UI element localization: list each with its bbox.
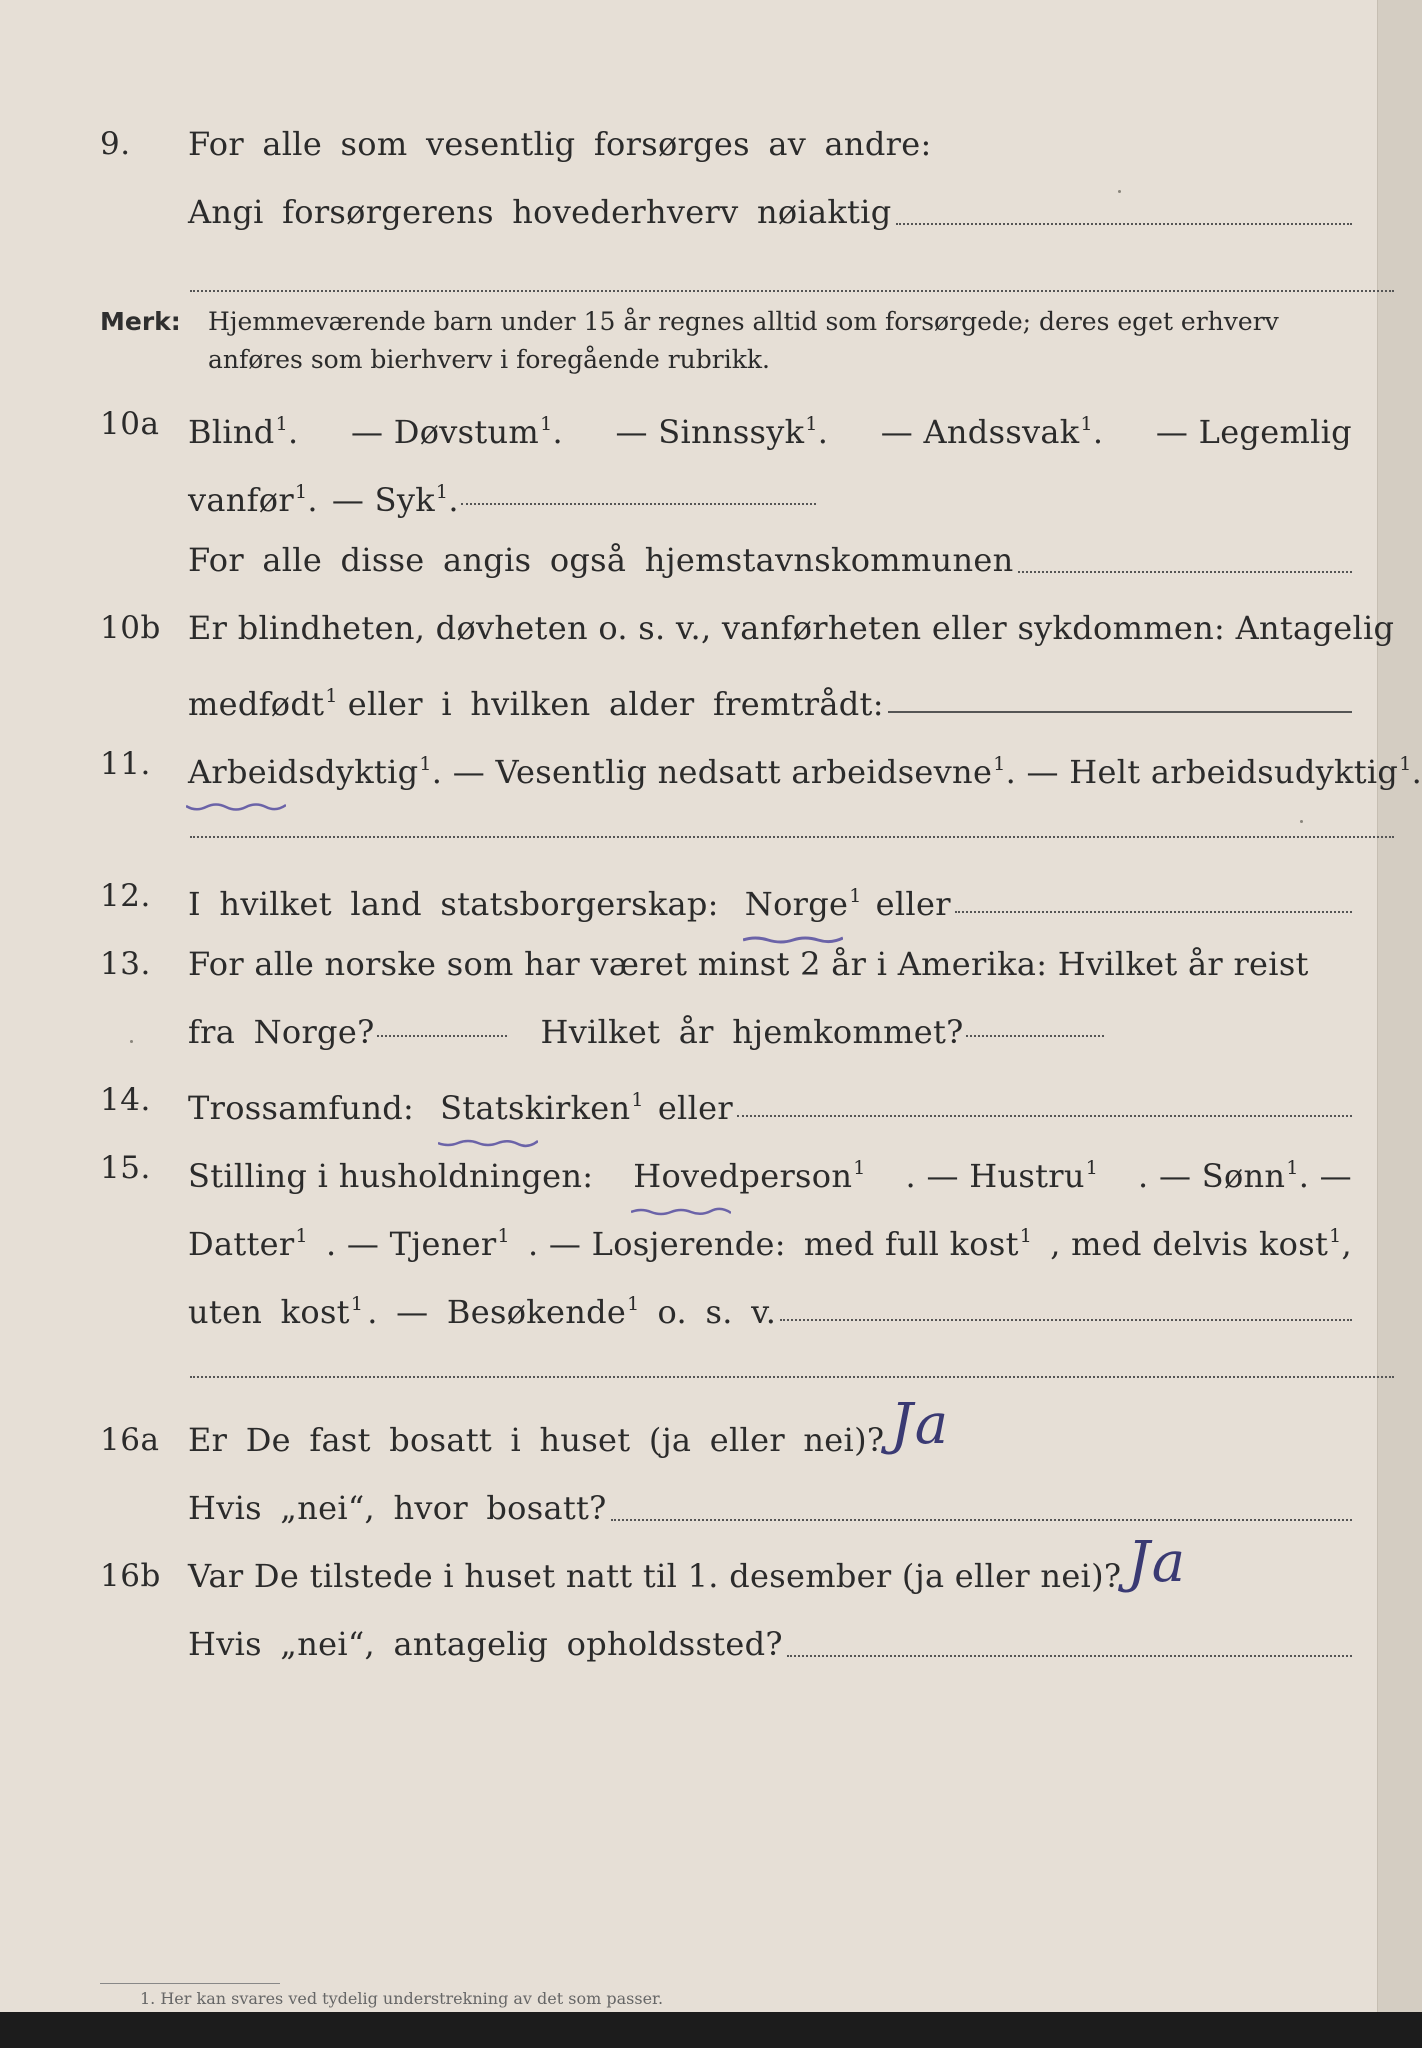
option-blind[interactable]: Blind$^1$. bbox=[188, 413, 299, 451]
option-tjener[interactable]: . — Tjener$^1$ bbox=[325, 1225, 510, 1263]
option-statskirken-underlined[interactable]: Statskirken$^1$ bbox=[440, 1070, 644, 1138]
footnote: 1. Her kan svares ved tydelig understrekning av det som passer. bbox=[140, 1989, 664, 2008]
item-text: Er blindheten, døvheten o. s. v., vanførheten eller sykdommen: Antagelig bbox=[188, 609, 1395, 647]
item-number: 11. bbox=[100, 746, 151, 782]
item-16a-line2 bbox=[0, 1478, 1380, 1538]
option-besokende[interactable]: . — Besøkende$^1$ bbox=[367, 1293, 640, 1331]
option-arbeidsdyktig-underlined[interactable]: Arbeidsdyktig$^1$ bbox=[188, 734, 432, 802]
item-10a-line2 bbox=[0, 462, 1380, 522]
option-full-kost[interactable]: med full kost$^1$ bbox=[803, 1225, 1033, 1263]
item-text: Hvis „nei“, antagelig opholdssted? bbox=[188, 1625, 783, 1663]
item-12-line1 bbox=[0, 866, 1380, 926]
option-hustru[interactable]: . — Hustru$^1$ bbox=[905, 1157, 1099, 1195]
item-number: 16a bbox=[100, 1422, 160, 1458]
answer-line[interactable] bbox=[1018, 571, 1352, 573]
answer-line[interactable] bbox=[966, 1035, 1104, 1037]
option-norge-underlined[interactable]: Norge$^1$ bbox=[745, 866, 862, 934]
paper-speck bbox=[130, 1040, 133, 1043]
option-delvis-kost[interactable]: , med delvis kost$^1$, bbox=[1050, 1225, 1352, 1263]
item-text: Angi forsørgerens hovederhverv nøiaktig bbox=[188, 193, 892, 231]
item-text: For alle disse angis også hjemstavnskommunen bbox=[188, 541, 1014, 579]
option-datter[interactable]: Datter$^1$ bbox=[188, 1225, 308, 1263]
item-number: 15. bbox=[100, 1150, 151, 1186]
option-sinnssyk[interactable]: — Sinnssyk$^1$. bbox=[615, 413, 829, 451]
item-10b-line2 bbox=[0, 666, 1380, 726]
option-andssvak[interactable]: — Andssvak$^1$. bbox=[880, 413, 1104, 451]
answer-line[interactable] bbox=[955, 911, 1352, 913]
item-9-line1 bbox=[0, 114, 1380, 174]
merk-text-line2 bbox=[208, 338, 1394, 382]
item-number: 12. bbox=[100, 878, 151, 914]
item-text: I hvilket land statsborgerskap: bbox=[188, 885, 719, 923]
answer-line[interactable] bbox=[737, 1115, 1352, 1117]
item-number: 10b bbox=[100, 610, 161, 646]
item-number: 16b bbox=[100, 1558, 161, 1594]
option-uten-kost[interactable]: uten kost$^1$ bbox=[188, 1293, 364, 1331]
answer-line[interactable] bbox=[896, 223, 1353, 225]
option-hovedperson-underlined[interactable]: Hovedperson$^1$ bbox=[633, 1138, 865, 1206]
handwritten-answer[interactable]: Ja bbox=[1127, 1530, 1188, 1595]
answer-line[interactable] bbox=[787, 1655, 1352, 1657]
item-number: 10a bbox=[100, 406, 160, 442]
item-text: Hvilket år hjemkommet? bbox=[540, 1013, 964, 1051]
option-nedsatt[interactable]: . — Vesentlig nedsatt arbeidsevne$^1$ bbox=[431, 753, 1006, 791]
item-16b-line2 bbox=[0, 1614, 1380, 1674]
item-text: fra Norge? bbox=[188, 1013, 375, 1051]
item-13-line1 bbox=[0, 934, 1380, 994]
item-9-line2 bbox=[0, 182, 1380, 242]
item-text: Stilling i husholdningen: bbox=[188, 1157, 594, 1195]
merk-label: Merk: bbox=[100, 307, 181, 336]
item-15-line3 bbox=[0, 1274, 1380, 1334]
merk-text: anføres som bierhverv i foregående rubrikk. bbox=[208, 345, 770, 374]
item-number: 13. bbox=[100, 946, 151, 982]
item-16a-line1 bbox=[0, 1392, 1380, 1470]
paper-speck bbox=[1300, 820, 1303, 823]
item-number: 9. bbox=[100, 126, 131, 162]
option-legemlig[interactable]: — Legemlig bbox=[1155, 413, 1352, 451]
answer-line[interactable] bbox=[461, 503, 816, 505]
paper-speck bbox=[1118, 190, 1121, 193]
scan-bottom-edge bbox=[0, 2012, 1422, 2048]
item-14-line1 bbox=[0, 1070, 1380, 1130]
item-text: o. s. v. bbox=[657, 1293, 777, 1331]
item-10b-line1 bbox=[0, 598, 1395, 658]
item-16b-line1 bbox=[0, 1530, 1380, 1606]
option-medfodt[interactable]: medfødt$^1$ bbox=[188, 685, 338, 723]
item-number: 14. bbox=[100, 1082, 151, 1118]
underline-mark bbox=[186, 802, 286, 814]
handwritten-answer[interactable]: Ja bbox=[890, 1392, 951, 1457]
item-text: eller bbox=[657, 1089, 733, 1127]
item-text: Var De tilstede i huset natt til 1. desember (ja eller nei)? bbox=[188, 1557, 1122, 1595]
item-text: eller bbox=[875, 885, 951, 923]
option-syk[interactable]: — Syk$^1$. bbox=[331, 481, 459, 519]
merk-text: Hjemmeværende barn under 15 år regnes alltid som forsørgede; deres eget erhverv bbox=[208, 307, 1279, 336]
item-13-line2 bbox=[0, 1002, 1380, 1062]
option-sonn[interactable]: . — Sønn$^1$. — bbox=[1138, 1157, 1352, 1195]
item-text: Er De fast bosatt i huset (ja eller nei)? bbox=[188, 1421, 885, 1459]
answer-line[interactable] bbox=[190, 836, 1394, 838]
item-10a-line1 bbox=[0, 394, 1380, 454]
option-udyktig[interactable]: . — Helt arbeidsudyktig$^1$. bbox=[1005, 753, 1422, 791]
answer-line[interactable] bbox=[611, 1519, 1352, 1521]
item-text: Hvis „nei“, hvor bosatt? bbox=[188, 1489, 607, 1527]
item-10a-line3 bbox=[0, 530, 1380, 590]
item-text: eller i hvilken alder fremtrådt: bbox=[347, 685, 884, 723]
answer-line[interactable] bbox=[377, 1035, 507, 1037]
answer-line[interactable] bbox=[888, 711, 1352, 713]
item-text: For alle norske som har været minst 2 år i Amerika: Hvilket år reist bbox=[188, 945, 1309, 983]
footnote-rule bbox=[100, 1983, 280, 1984]
option-vanfor[interactable]: vanfør$^1$. bbox=[188, 481, 318, 519]
item-text: Trossamfund: bbox=[188, 1089, 415, 1127]
answer-line[interactable] bbox=[780, 1319, 1352, 1321]
answer-line[interactable] bbox=[190, 290, 1394, 292]
item-text: . — Losjerende: bbox=[527, 1225, 786, 1263]
item-15-line1 bbox=[0, 1138, 1380, 1198]
item-11-line1 bbox=[0, 734, 1422, 794]
answer-line[interactable] bbox=[190, 1376, 1394, 1378]
option-dovstum[interactable]: — Døvstum$^1$. bbox=[350, 413, 563, 451]
item-text: For alle som vesentlig forsørges av andre: bbox=[188, 125, 932, 163]
item-15-line2 bbox=[0, 1206, 1380, 1266]
